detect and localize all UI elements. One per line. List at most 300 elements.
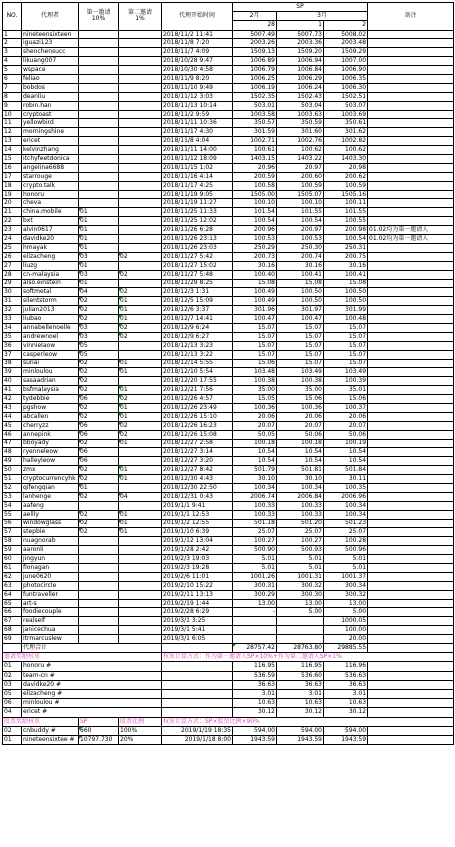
row-remark[interactable] (368, 546, 454, 555)
rewards-ratio-val[interactable]: 20% (119, 735, 162, 744)
row-inv2[interactable] (119, 243, 162, 252)
row-inv2[interactable] (119, 181, 162, 190)
row-inv2[interactable] (119, 83, 162, 92)
row-sp-28[interactable]: 100.33 (233, 510, 277, 519)
row-start[interactable]: 2019/1/28 2:42 (162, 546, 233, 555)
row-sp-1[interactable]: 100.54 (277, 217, 324, 226)
row-no[interactable]: 58 (3, 537, 22, 546)
row-remark[interactable] (368, 501, 454, 510)
row-start[interactable]: 2019/1/12 13:04 (162, 537, 233, 546)
row-sp-1[interactable]: 103.49 (277, 368, 324, 377)
row-sp-1[interactable]: 30.16 (277, 261, 324, 270)
row-sp-28[interactable]: 30.10 (233, 475, 277, 484)
row-no[interactable]: 61 (3, 564, 22, 573)
row-sp-28[interactable]: 1505.00 (233, 190, 277, 199)
row-no[interactable]: 25 (3, 243, 22, 252)
weights-1[interactable]: 10.63 (277, 699, 324, 708)
row-sp-28[interactable]: 100.33 (233, 501, 277, 510)
row-sp-28[interactable]: 301.59 (233, 128, 277, 137)
weights-blank[interactable] (162, 662, 233, 671)
row-inv1[interactable] (79, 119, 119, 128)
row-sp-28[interactable]: 200.73 (233, 252, 277, 261)
row-sp-28[interactable]: 5.01 (233, 555, 277, 564)
row-inv2[interactable] (119, 208, 162, 217)
row-start[interactable]: 2018/10/30 4:58 (162, 66, 233, 75)
total-blank2[interactable] (162, 644, 233, 653)
row-no[interactable]: 66 (3, 608, 22, 617)
weights-remark[interactable] (368, 689, 454, 698)
row-remark[interactable] (368, 350, 454, 359)
row-agent[interactable]: realself (22, 617, 79, 626)
row-no[interactable]: 60 (3, 555, 22, 564)
row-agent[interactable]: angelina6688 (22, 163, 79, 172)
row-start[interactable]: 2018/12/13 3:23 (162, 341, 233, 350)
row-inv1[interactable] (79, 128, 119, 137)
row-sp-2[interactable]: 501.84 (324, 466, 368, 475)
weights-blank[interactable] (162, 708, 233, 717)
row-sp-2[interactable]: 20.98 (324, 163, 368, 172)
rewards-sp-val[interactable]: 10797.730 (79, 735, 119, 744)
row-inv1[interactable] (79, 75, 119, 84)
weights-remark[interactable] (368, 671, 454, 680)
row-remark[interactable] (368, 564, 454, 573)
row-agent[interactable]: nineteensixteen (22, 30, 79, 39)
total-2[interactable]: 29885.55 (324, 644, 368, 653)
row-sp-2[interactable]: 100.28 (324, 537, 368, 546)
weights-agent[interactable]: elizacheng # (22, 689, 162, 698)
row-inv1[interactable] (79, 635, 119, 644)
row-no[interactable]: 62 (3, 572, 22, 581)
row-sp-2[interactable]: 1006.30 (324, 83, 368, 92)
row-agent[interactable]: deanliu (22, 92, 79, 101)
row-start[interactable]: 2019/2/10 15:22 (162, 581, 233, 590)
row-sp-28[interactable]: 15.07 (233, 341, 277, 350)
row-inv1[interactable]: 02 (79, 528, 119, 537)
row-sp-1[interactable]: 2003.36 (277, 39, 324, 48)
row-sp-1[interactable]: 30.10 (277, 475, 324, 484)
row-start[interactable]: 2018/11/10 9:49 (162, 83, 233, 92)
row-inv1[interactable] (79, 181, 119, 190)
row-sp-2[interactable]: 1000.05 (324, 617, 368, 626)
row-agent[interactable]: funtraveller (22, 590, 79, 599)
row-inv2[interactable] (119, 119, 162, 128)
row-sp-2[interactable]: 200.75 (324, 252, 368, 261)
row-remark[interactable] (368, 172, 454, 181)
row-agent[interactable]: fionagan (22, 564, 79, 573)
row-sp-28[interactable]: 5007.49 (233, 30, 277, 39)
row-remark[interactable] (368, 146, 454, 155)
row-sp-1[interactable]: 15.07 (277, 323, 324, 332)
row-inv2[interactable] (119, 448, 162, 457)
row-inv1[interactable]: 01 (79, 235, 119, 244)
row-agent[interactable]: davidke20 (22, 235, 79, 244)
row-inv2[interactable] (119, 39, 162, 48)
row-start[interactable]: 2018/12/30 4:43 (162, 475, 233, 484)
row-no[interactable]: 34 (3, 323, 22, 332)
row-sp-28[interactable]: 100.34 (233, 483, 277, 492)
row-inv1[interactable]: 01 (79, 243, 119, 252)
weights-remark[interactable] (368, 699, 454, 708)
row-sp-2[interactable]: 5.01 (324, 555, 368, 564)
row-inv1[interactable]: 03 (79, 323, 119, 332)
row-sp-28[interactable]: 100.58 (233, 181, 277, 190)
rewards-title[interactable]: 股票奖励权重 (3, 717, 79, 726)
row-no[interactable]: 1 (3, 30, 22, 39)
row-inv1[interactable]: 02 (79, 403, 119, 412)
row-inv2[interactable]: 01 (119, 439, 162, 448)
row-sp-28[interactable]: 300.29 (233, 590, 277, 599)
row-no[interactable]: 35 (3, 332, 22, 341)
row-start[interactable]: 2018/12/26 15:08 (162, 430, 233, 439)
row-inv1[interactable]: 02 (79, 377, 119, 386)
row-start[interactable]: 2019/2/6 11:01 (162, 572, 233, 581)
row-no[interactable]: 17 (3, 172, 22, 181)
row-sp-1[interactable]: 15.06 (277, 395, 324, 404)
row-sp-28[interactable]: 250.29 (233, 243, 277, 252)
weights-remark[interactable] (368, 680, 454, 689)
row-sp-28[interactable]: 1006.79 (233, 66, 277, 75)
row-remark[interactable] (368, 626, 454, 635)
row-sp-2[interactable]: 501.23 (324, 519, 368, 528)
row-sp-1[interactable]: 100.18 (277, 439, 324, 448)
row-inv2[interactable]: 01 (119, 297, 162, 306)
row-inv2[interactable] (119, 483, 162, 492)
row-sp-1[interactable]: 500.93 (277, 546, 324, 555)
row-inv1[interactable]: 01 (79, 217, 119, 226)
row-inv1[interactable] (79, 190, 119, 199)
row-remark[interactable] (368, 92, 454, 101)
row-start[interactable]: 2018/10/28 9:47 (162, 57, 233, 66)
row-sp-28[interactable]: 300.31 (233, 581, 277, 590)
row-inv1[interactable] (79, 146, 119, 155)
row-start[interactable]: 2018/12/30 22:50 (162, 483, 233, 492)
row-remark[interactable] (368, 163, 454, 172)
row-agent[interactable]: also.einstein (22, 279, 79, 288)
row-agent[interactable]: annepink (22, 430, 79, 439)
row-remark[interactable] (368, 57, 454, 66)
row-sp-28[interactable]: 1002.71 (233, 137, 277, 146)
row-start[interactable]: 2019/1/1 12:53 (162, 510, 233, 519)
row-inv1[interactable] (79, 66, 119, 75)
row-sp-28[interactable]: 1006.25 (233, 75, 277, 84)
weights-remark[interactable] (368, 708, 454, 717)
row-no[interactable]: 6 (3, 75, 22, 84)
row-sp-2[interactable]: 15.07 (324, 359, 368, 368)
row-agent[interactable]: pgshow (22, 403, 79, 412)
row-no[interactable]: 49 (3, 457, 22, 466)
weights-no[interactable]: 06 (3, 699, 22, 708)
row-sp-28[interactable]: - (233, 608, 277, 617)
row-agent[interactable]: lanhenge (22, 492, 79, 501)
row-inv1[interactable]: 02 (79, 475, 119, 484)
row-sp-2[interactable]: 100.54 (324, 235, 368, 244)
row-no[interactable]: 29 (3, 279, 22, 288)
row-inv1[interactable] (79, 137, 119, 146)
row-agent[interactable]: feliao (22, 75, 79, 84)
row-inv2[interactable] (119, 199, 162, 208)
row-no[interactable]: 18 (3, 181, 22, 190)
row-start[interactable]: 2019/2/3 19:03 (162, 555, 233, 564)
row-inv2[interactable]: 01 (119, 306, 162, 315)
row-remark[interactable] (368, 519, 454, 528)
row-inv1[interactable]: 02 (79, 492, 119, 501)
row-agent[interactable]: honoru (22, 190, 79, 199)
row-sp-2[interactable]: 20.06 (324, 412, 368, 421)
row-sp-1[interactable]: 15.07 (277, 332, 324, 341)
weights-1[interactable]: 3.01 (277, 689, 324, 698)
rewards-sp-val[interactable]: 660 (79, 726, 119, 735)
row-start[interactable]: 2018/12/5 15:09 (162, 297, 233, 306)
total-28[interactable]: 28757.42 (233, 644, 277, 653)
row-no[interactable]: 21 (3, 208, 22, 217)
row-inv2[interactable] (119, 546, 162, 555)
row-no[interactable]: 38 (3, 359, 22, 368)
row-start[interactable]: 2018/12/27 2:58 (162, 439, 233, 448)
weights-agent[interactable]: minloulou # (22, 699, 162, 708)
row-agent[interactable]: janicechua (22, 626, 79, 635)
row-start[interactable]: 2018/11/16 4:14 (162, 172, 233, 181)
row-sp-1[interactable]: 15.07 (277, 359, 324, 368)
row-inv1[interactable]: 06 (79, 421, 119, 430)
row-sp-28[interactable]: 15.06 (233, 359, 277, 368)
row-inv2[interactable] (119, 163, 162, 172)
row-sp-1[interactable]: 101.55 (277, 208, 324, 217)
row-inv2[interactable]: 01 (119, 368, 162, 377)
row-sp-1[interactable]: 15.08 (277, 279, 324, 288)
row-start[interactable]: 2018/12/27 3:20 (162, 457, 233, 466)
row-remark[interactable] (368, 421, 454, 430)
row-remark[interactable] (368, 359, 454, 368)
row-start[interactable]: 2018/11/19 11:27 (162, 199, 233, 208)
row-start[interactable]: 2018/11/15 1:02 (162, 163, 233, 172)
row-inv2[interactable]: 02 (119, 270, 162, 279)
row-remark[interactable] (368, 466, 454, 475)
row-start[interactable]: 2018/12/9 6:27 (162, 332, 233, 341)
row-agent[interactable]: hmayak (22, 243, 79, 252)
row-remark[interactable] (368, 279, 454, 288)
rewards-ratio[interactable]: 股票比例 (119, 717, 162, 726)
row-sp-28[interactable]: 1502.35 (233, 92, 277, 101)
row-inv2[interactable] (119, 279, 162, 288)
weights-agent[interactable]: davidke20 # (22, 680, 162, 689)
row-sp-1[interactable]: 1006.29 (277, 75, 324, 84)
row-remark[interactable] (368, 190, 454, 199)
row-remark[interactable] (368, 288, 454, 297)
row-remark[interactable] (368, 386, 454, 395)
row-remark[interactable] (368, 608, 454, 617)
row-remark[interactable] (368, 66, 454, 75)
row-sp-2[interactable]: 1509.29 (324, 48, 368, 57)
row-inv2[interactable] (119, 30, 162, 39)
row-agent[interactable]: itrmarcuslew (22, 635, 79, 644)
row-inv2[interactable]: 02 (119, 288, 162, 297)
row-sp-2[interactable]: 5008.02 (324, 30, 368, 39)
row-no[interactable]: 56 (3, 519, 22, 528)
row-agent[interactable]: likuang007 (22, 57, 79, 66)
row-inv2[interactable] (119, 101, 162, 110)
row-sp-1[interactable]: 250.30 (277, 243, 324, 252)
header-remark[interactable]: 备注 (368, 3, 454, 31)
row-inv1[interactable]: 02 (79, 519, 119, 528)
row-agent[interactable]: stepbie (22, 528, 79, 537)
row-sp-2[interactable]: 2006.96 (324, 492, 368, 501)
weights-blank[interactable] (162, 689, 233, 698)
row-agent[interactable]: qifengqian (22, 483, 79, 492)
row-sp-2[interactable]: 250.31 (324, 243, 368, 252)
row-sp-1[interactable] (277, 617, 324, 626)
row-agent[interactable]: julian2013 (22, 306, 79, 315)
row-sp-1[interactable]: 100.38 (277, 377, 324, 386)
rewards-no[interactable]: 01 (3, 735, 22, 744)
row-agent[interactable]: itchyfeetdonica (22, 155, 79, 164)
row-sp-2[interactable]: 20.00 (324, 635, 368, 644)
row-inv1[interactable]: 02 (79, 306, 119, 315)
row-agent[interactable]: ericet (22, 137, 79, 146)
row-remark[interactable] (368, 581, 454, 590)
row-start[interactable]: 2018/11/2 11:41 (162, 30, 233, 39)
row-inv2[interactable] (119, 110, 162, 119)
row-start[interactable]: 2018/11/17 4:30 (162, 128, 233, 137)
header-day-1[interactable]: 1 (277, 21, 324, 30)
weights-no[interactable]: 02 (3, 671, 22, 680)
row-inv1[interactable] (79, 39, 119, 48)
row-inv1[interactable] (79, 163, 119, 172)
row-sp-2[interactable]: 30.16 (324, 261, 368, 270)
header-sp[interactable]: SP (233, 3, 368, 12)
row-no[interactable]: 51 (3, 475, 22, 484)
row-no[interactable]: 50 (3, 466, 22, 475)
weights-2[interactable]: 30.12 (324, 708, 368, 717)
row-sp-28[interactable] (233, 626, 277, 635)
row-sp-1[interactable]: 50.06 (277, 430, 324, 439)
row-agent[interactable]: jingyun (22, 555, 79, 564)
row-inv2[interactable] (119, 190, 162, 199)
row-inv1[interactable]: 01 (79, 208, 119, 217)
row-no[interactable]: 39 (3, 368, 22, 377)
row-agent[interactable]: cryptoast (22, 110, 79, 119)
row-remark[interactable] (368, 110, 454, 119)
weights-1[interactable]: 116.95 (277, 662, 324, 671)
row-remark[interactable] (368, 30, 454, 39)
row-sp-1[interactable]: 15.07 (277, 350, 324, 359)
weights-1[interactable]: 536.60 (277, 671, 324, 680)
row-inv2[interactable]: 02 (119, 430, 162, 439)
row-inv1[interactable] (79, 599, 119, 608)
row-no[interactable]: 23 (3, 226, 22, 235)
row-start[interactable]: 2018/11/7 4:09 (162, 48, 233, 57)
header-month-mar[interactable]: 3月 (277, 12, 368, 21)
row-sp-1[interactable]: 300.30 (277, 590, 324, 599)
row-sp-28[interactable]: 1001.26 (233, 572, 277, 581)
row-sp-1[interactable]: 10.54 (277, 448, 324, 457)
row-remark[interactable] (368, 39, 454, 48)
weights-no[interactable]: 01 (3, 662, 22, 671)
row-sp-1[interactable]: 100.47 (277, 315, 324, 324)
row-remark[interactable] (368, 217, 454, 226)
row-inv1[interactable] (79, 572, 119, 581)
row-start[interactable]: 2019/1/2 12:55 (162, 519, 233, 528)
row-inv2[interactable]: 01 (119, 386, 162, 395)
row-remark[interactable] (368, 48, 454, 57)
row-inv1[interactable]: 06 (79, 457, 119, 466)
header-day-2[interactable]: 2 (324, 21, 368, 30)
row-sp-28[interactable]: 100.53 (233, 235, 277, 244)
row-sp-1[interactable]: 25.07 (277, 528, 324, 537)
row-no[interactable]: 52 (3, 483, 22, 492)
row-sp-28[interactable]: 350.57 (233, 119, 277, 128)
row-no[interactable]: 12 (3, 128, 22, 137)
row-sp-28[interactable]: 301.96 (233, 306, 277, 315)
row-inv1[interactable] (79, 110, 119, 119)
row-sp-2[interactable]: 100.55 (324, 217, 368, 226)
row-no[interactable]: 16 (3, 163, 22, 172)
row-inv2[interactable] (119, 457, 162, 466)
row-start[interactable]: 2018/11/26 23:03 (162, 243, 233, 252)
row-agent[interactable]: abcallen (22, 412, 79, 421)
row-inv2[interactable]: 02 (119, 323, 162, 332)
row-sp-2[interactable]: 200.62 (324, 172, 368, 181)
row-no[interactable]: 19 (3, 190, 22, 199)
row-agent[interactable]: casperleow (22, 350, 79, 359)
row-start[interactable]: 2018/12/3 1:31 (162, 288, 233, 297)
row-sp-1[interactable]: 100.50 (277, 288, 324, 297)
row-inv2[interactable] (119, 590, 162, 599)
row-inv2[interactable] (119, 146, 162, 155)
row-start[interactable]: 2019/1/10 6:39 (162, 528, 233, 537)
row-sp-2[interactable]: 35.01 (324, 386, 368, 395)
row-sp-28[interactable]: 15.07 (233, 350, 277, 359)
row-remark[interactable] (368, 306, 454, 315)
row-sp-2[interactable]: 1001.37 (324, 572, 368, 581)
row-remark[interactable] (368, 483, 454, 492)
row-no[interactable]: 40 (3, 377, 22, 386)
row-sp-1[interactable]: 100.59 (277, 181, 324, 190)
row-agent[interactable]: andrewnoel (22, 332, 79, 341)
weights-28[interactable]: 3.01 (233, 689, 277, 698)
row-inv2[interactable] (119, 172, 162, 181)
row-sp-1[interactable]: 350.59 (277, 119, 324, 128)
row-sp-28[interactable]: 13.00 (233, 599, 277, 608)
weights-blank[interactable] (162, 699, 233, 708)
row-remark[interactable] (368, 368, 454, 377)
row-sp-1[interactable]: 5007.73 (277, 30, 324, 39)
rewards-formula[interactable]: 权重计算方式：SP×股票比例×90% (162, 717, 454, 726)
row-remark[interactable] (368, 101, 454, 110)
row-remark[interactable] (368, 75, 454, 84)
row-inv1[interactable] (79, 57, 119, 66)
row-no[interactable]: 15 (3, 155, 22, 164)
row-sp-2[interactable]: 15.07 (324, 332, 368, 341)
row-sp-1[interactable]: 1505.07 (277, 190, 324, 199)
header-no[interactable]: NO. (3, 3, 22, 31)
rewards-28[interactable]: 1943.59 (233, 735, 277, 744)
row-sp-1[interactable]: 20.07 (277, 421, 324, 430)
row-agent[interactable]: annabellenoelle (22, 323, 79, 332)
row-no[interactable]: 44 (3, 412, 22, 421)
row-remark[interactable] (368, 635, 454, 644)
row-remark[interactable] (368, 510, 454, 519)
row-start[interactable]: 2019/3/1 6:05 (162, 635, 233, 644)
row-sp-28[interactable]: 20.06 (233, 412, 277, 421)
row-remark[interactable] (368, 208, 454, 217)
row-sp-28[interactable]: 1006.19 (233, 83, 277, 92)
row-agent[interactable]: cn-malaysia (22, 270, 79, 279)
row-inv2[interactable]: 01 (119, 475, 162, 484)
weights-2[interactable]: 536.63 (324, 671, 368, 680)
row-inv1[interactable]: 01 (79, 483, 119, 492)
row-remark[interactable] (368, 181, 454, 190)
row-sp-2[interactable]: 5.00 (324, 608, 368, 617)
